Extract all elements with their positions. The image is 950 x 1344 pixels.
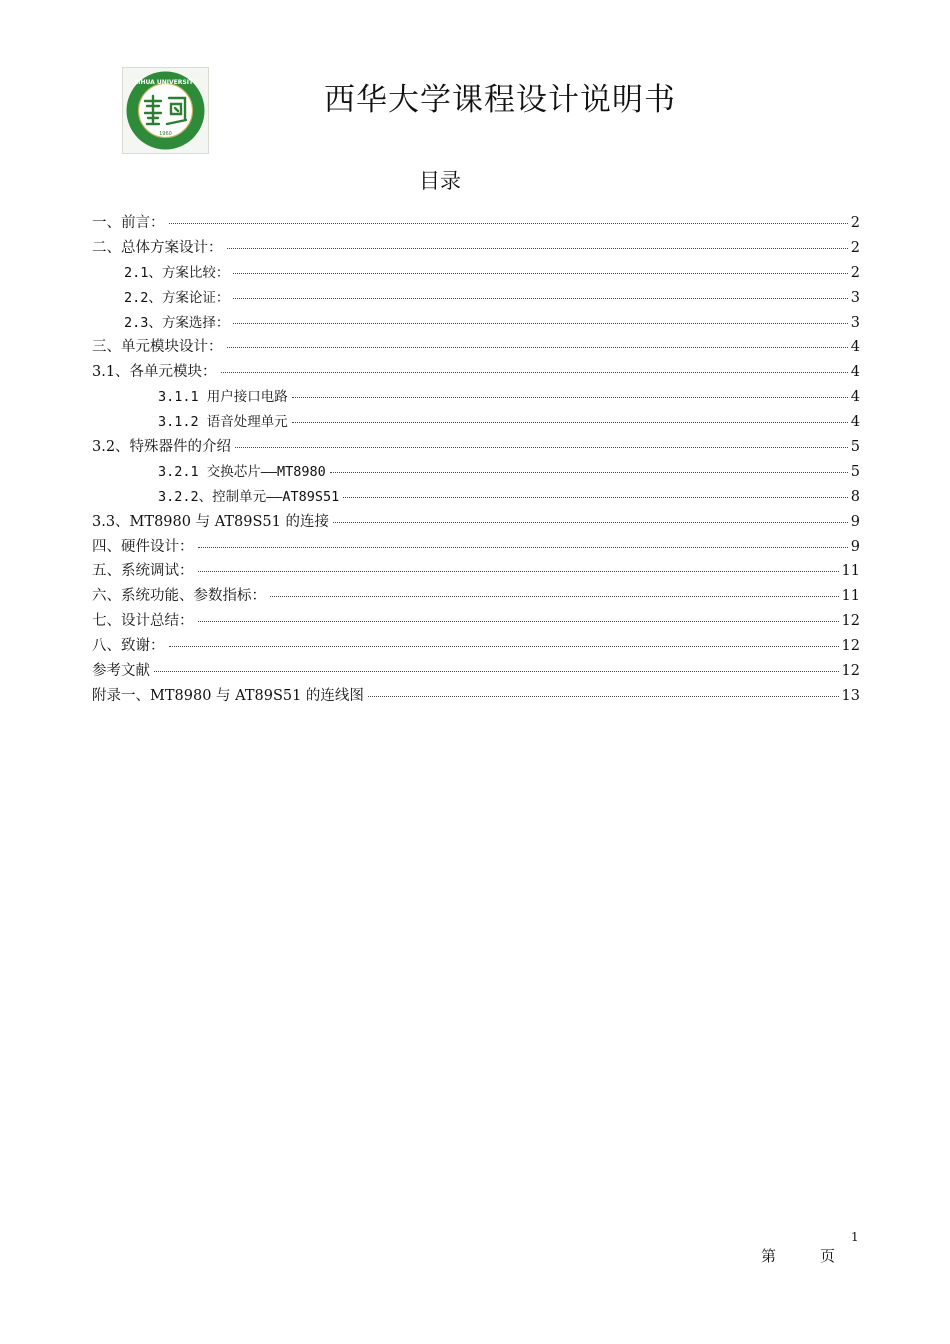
toc-entry[interactable] [92,410,860,435]
toc-entry-label: 二、总体方案设计： [92,239,223,256]
toc-heading: 目录 [419,169,461,193]
toc-entry[interactable] [92,360,860,385]
toc-entry[interactable] [92,510,860,535]
toc-entry[interactable] [92,485,860,510]
footer-di: 第 [761,1247,777,1265]
toc-leader-dots [270,596,839,597]
toc-leader-dots [221,372,848,373]
university-logo [122,67,209,154]
toc-leader-dots [233,323,847,324]
toc-leader-dots [198,621,839,622]
toc-entry-label: 3.3、MT8980 与 AT89S51 的连接 [92,513,329,530]
toc-entry[interactable] [92,584,860,609]
page-number: 1 [851,1230,859,1244]
toc-entry-page: 4 [850,389,860,406]
toc-entry-label: 3.1、各单元模块： [92,364,217,381]
toc-entry[interactable] [92,286,860,311]
toc-entry[interactable] [92,684,860,709]
toc-entry[interactable] [92,559,860,584]
toc-entry-page: 2 [850,264,860,281]
toc-entry[interactable] [92,236,860,261]
logo-text: XIHUA UNIVERSITY [133,79,198,86]
toc-leader-dots [333,522,848,523]
toc-entry-page: 11 [841,588,860,605]
toc-entry[interactable] [92,435,860,460]
toc-leader-dots [343,497,847,498]
toc-entry-page: 9 [850,513,860,530]
toc-leader-dots [227,248,848,249]
toc-leader-dots [368,696,839,697]
toc-leader-dots [198,571,839,572]
toc-entry[interactable] [92,535,860,560]
toc-leader-dots [330,472,848,473]
toc-entry-label: 七、设计总结： [92,613,194,630]
toc-entry[interactable] [92,385,860,410]
toc-entry-label: 三、单元模块设计： [92,339,223,356]
toc-entry[interactable] [92,609,860,634]
toc-entry[interactable] [92,634,860,659]
toc-entry-label: 五、系统调试： [92,563,194,580]
toc-entry-page: 12 [841,663,860,680]
toc-entry-page: 12 [841,638,860,655]
toc-entry-label: 3.2.2、控制单元——AT89S51 [158,488,340,505]
toc-leader-dots [292,397,848,398]
toc-entry-page: 12 [841,613,860,630]
toc-entry-label: 六、系统功能、参数指标： [92,588,266,605]
toc-entry-page: 13 [841,687,860,704]
toc-entry-label: 3.2.1 交换芯片——MT8980 [158,463,326,480]
toc-entry-page: 4 [850,339,860,356]
toc-leader-dots [169,223,848,224]
toc-entry-label: 四、硬件设计： [92,538,194,555]
toc-entry[interactable] [92,211,860,236]
toc-entry-page: 4 [850,414,860,431]
toc-entry-page: 3 [850,289,860,306]
toc-entry[interactable] [92,311,860,336]
toc-leader-dots [233,273,847,274]
toc-entry-page: 4 [850,364,860,381]
toc-entry[interactable] [92,460,860,485]
footer-ye: 页 [820,1247,836,1265]
toc-entry-page: 3 [850,314,860,331]
toc-entry-page: 2 [850,215,860,231]
toc-entry-page: 5 [850,463,860,480]
toc-leader-dots [227,347,848,348]
toc-leader-dots [198,547,848,548]
toc-entry-label: 3.1.1 用户接口电路 [158,389,288,406]
toc-entry[interactable] [92,261,860,286]
toc-leader-dots [233,298,847,299]
toc-entry[interactable] [92,659,860,684]
toc-entry-label: 2.2、方案论证： [124,289,230,306]
toc-entry-label: 2.3、方案选择： [124,314,230,331]
toc-entry-label: 3.1.2 语音处理单元 [158,414,288,431]
toc-leader-dots [169,646,839,647]
toc-entry-page: 11 [841,563,860,580]
toc-entry[interactable] [92,335,860,360]
toc-entry-label: 附录一、MT8980 与 AT89S51 的连线图 [92,687,364,704]
toc-entry-label: 参考文献 [92,663,150,680]
toc-entry-page: 2 [850,239,860,256]
toc-entry-label: 3.2、特殊器件的介绍 [92,439,232,456]
toc-entry-page: 8 [850,488,860,505]
document-title: 西华大学课程设计说明书 [324,82,676,118]
toc-leader-dots [292,422,848,423]
toc-entry-page: 9 [850,538,860,555]
toc-leader-dots [235,447,848,448]
toc-entry-label: 一、前言： [92,215,165,231]
table-of-contents [92,211,860,709]
toc-entry-label: 2.1、方案比较： [124,264,230,281]
logo-year: 1960 [159,131,172,137]
toc-entry-page: 5 [850,439,860,456]
toc-leader-dots [154,671,839,672]
toc-entry-label: 八、致谢： [92,638,165,655]
